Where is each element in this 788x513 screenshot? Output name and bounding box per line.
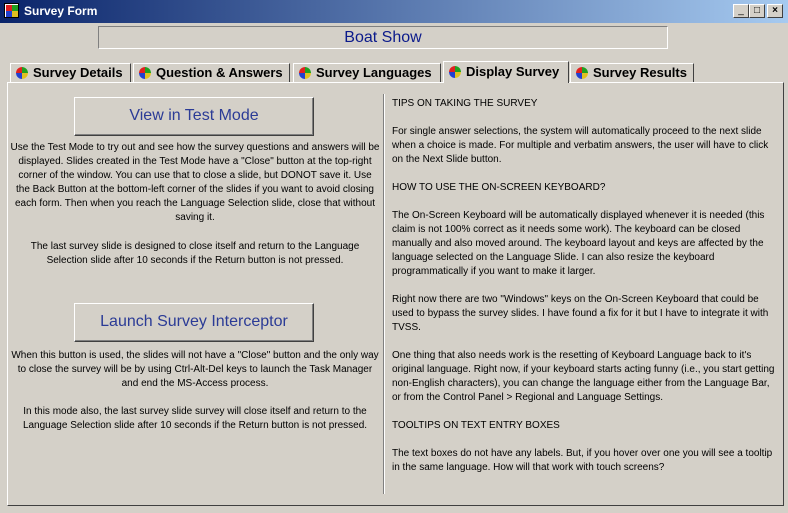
tab-survey-results[interactable] [570,63,694,82]
maximize-button[interactable]: □ [749,4,765,18]
tab-icon [576,67,588,79]
test-mode-note: The last survey slide is designed to close itself and return to the Language Selection slide after 10 seconds if the Return button is not pressed. [30,241,360,266]
tab-survey-details[interactable] [10,63,131,82]
title-bar [0,0,788,23]
tab-icon [139,67,151,79]
tab-survey-languages[interactable] [293,63,441,82]
tab-label: Survey Results [593,65,687,80]
tab-label: Survey Details [33,65,123,80]
test-mode-description: Use the Test Mode to try out and see how the survey questions and answers will be displayed. Slides created in the Test Mode have a "Close" button at the top-right corner of the window. You can use that to close a slide, but DONOT save it. Use the Back Button at the bottom-left corner of the slides if you want to avoid closing each form. Then when you reach the Language Selection slide, close that without saving it. [10,142,380,223]
tips-paragraph: The text boxes do not have any labels. But, if you hover over one you will see a tooltip in the same language. How will that work with touch screens? [392,448,773,473]
tab-display-survey[interactable] [443,61,569,83]
tab-label: Survey Languages [316,65,432,80]
panel-divider [383,94,385,494]
launch-note: In this mode also, the last survey slide survey will close itself and return to the Language Selection slide after 10 seconds if the Return button is not pressed. [22,406,368,431]
tips-text [392,97,777,489]
tips-paragraph: For single answer selections, the system will automatically proceed to the next slide when a choice is made. For multiple and verbatim answers, the user will have to click on the Next Slide button. [392,126,769,165]
view-test-mode-button[interactable]: View in Test Mode [74,97,314,136]
survey-name-header: Boat Show [98,26,668,49]
tips-heading: TOOLTIPS ON TEXT ENTRY BOXES [392,420,560,431]
tips-heading: TIPS ON TAKING THE SURVEY [392,98,538,109]
window-title: Survey Form [24,4,98,18]
tips-paragraph: One thing that also needs work is the resetting of Keyboard Language back to it's original language. Right now, if your keyboard starts acting funny (i.e., you start getting non-English characters), you can change the language either from the Language Bar, or from the Control Panel > Regional and Language Settings. [392,350,775,403]
tab-label: Display Survey [466,64,560,79]
launch-description: When this button is used, the slides will not have a "Close" button and the only way to close the survey will be by using Ctrl-Alt-Del keys to launch the Task Manager and end the MS-Access process. [11,350,379,389]
tab-question-answers[interactable] [133,63,290,82]
tab-icon [449,66,461,78]
tab-icon [16,67,28,79]
app-icon [4,3,19,18]
launch-survey-interceptor-button[interactable]: Launch Survey Interceptor [74,303,314,342]
tips-heading: HOW TO USE THE ON-SCREEN KEYBOARD? [392,182,606,193]
tab-label: Question & Answers [156,65,283,80]
close-button[interactable]: × [767,4,783,18]
tab-icon [299,67,311,79]
tips-paragraph: The On-Screen Keyboard will be automatically displayed whenever it is needed (this claim is not 100% correct as it needs some work). The keyboard can be closed manually and also moved around. The keyboard layout and keys are affected by the language selected on the Language Slide. I can also resize the keyboard programmatically if you want to make it larger. [392,210,765,277]
tips-paragraph: Right now there are two "Windows" keys on the On-Screen Keyboard that could be used to bypass the survey slides. I have found a fix for it but I have to integrate it with TVSS. [392,294,769,333]
minimize-button[interactable]: _ [733,4,749,18]
